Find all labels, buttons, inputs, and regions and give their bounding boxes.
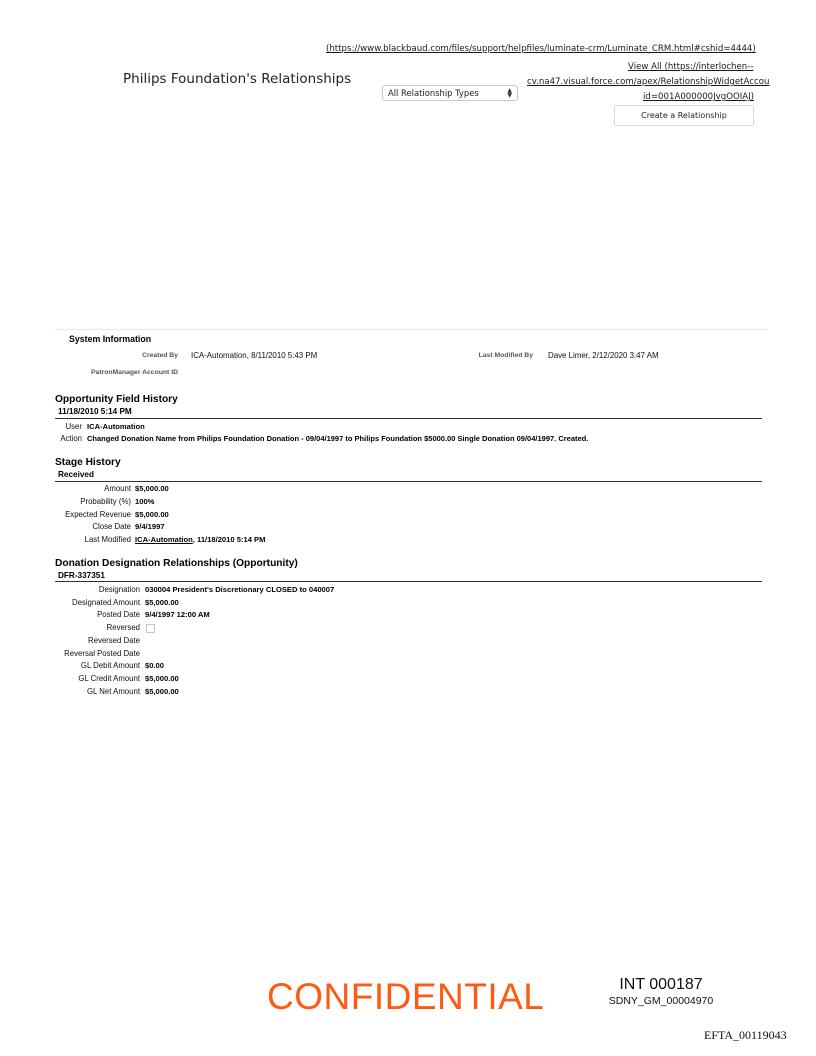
gl-net-amount-value: $5,000.00 — [145, 687, 179, 696]
bates-sdny-number: SDNY_GM_00004970 — [608, 995, 714, 1007]
stage-last-modified-user-link[interactable]: ICA-Automation — [135, 535, 193, 544]
donation-designation-rule — [55, 581, 762, 582]
stage-last-modified-date: , 11/18/2010 5:14 PM — [192, 535, 266, 544]
relationship-type-select-value: All Relationship Types — [388, 88, 479, 98]
stage-close-date-value: 9/4/1997 — [135, 522, 165, 531]
view-all-link-line-3[interactable]: id=001A000000JvgOOIAJ) — [643, 92, 755, 102]
stage-history-title: Stage History — [55, 457, 121, 468]
stage-probability-value: 100% — [135, 497, 155, 506]
designated-amount-label: Designated Amount — [71, 598, 140, 607]
system-information-heading: System Information — [69, 334, 152, 344]
stage-expected-revenue-label: Expected Revenue — [65, 510, 131, 519]
field-history-user-label: User — [65, 422, 82, 431]
relationship-type-select[interactable] — [382, 85, 518, 101]
reversed-label: Reversed — [106, 623, 140, 632]
created-by-value: ICA-Automation, 8/11/2010 5:43 PM — [191, 351, 318, 360]
opportunity-field-history-title: Opportunity Field History — [55, 394, 178, 405]
gl-credit-amount-value: $5,000.00 — [145, 674, 179, 683]
opportunity-field-history-date: 11/18/2010 5:14 PM — [58, 407, 132, 416]
donation-designation-title: Donation Designation Relationships (Opportunity) — [55, 558, 298, 569]
stage-probability-label: Probability (%) — [80, 497, 131, 506]
confidential-stamp: CONFIDENTIAL — [267, 976, 545, 1017]
opportunity-field-history-rule — [55, 418, 762, 419]
patron-manager-id-label: PatronManager Account ID — [91, 369, 178, 376]
donation-designation-subtitle: DFR-337351 — [58, 571, 105, 580]
efta-number: EFTA_00119043 — [704, 1028, 787, 1042]
reversal-posted-date-label: Reversal Posted Date — [64, 649, 140, 658]
created-by-label: Created By — [142, 352, 178, 359]
stage-amount-value: $5,000.00 — [135, 484, 169, 493]
field-history-user-value: ICA-Automation — [87, 422, 145, 431]
designation-label: Designation — [98, 585, 140, 594]
create-relationship-button[interactable]: Create a Relationship — [614, 105, 754, 126]
gl-credit-amount-label: GL Credit Amount — [78, 674, 140, 683]
last-modified-by-value: Dave Limer, 2/12/2020 3:47 AM — [548, 351, 659, 360]
stage-close-date-label: Close Date — [92, 522, 131, 531]
widget-title: Philips Foundation's Relationships — [123, 71, 352, 87]
view-all-link-line-2[interactable]: cv.na47.visual.force.com/apex/RelationshipWidgetAccou — [527, 77, 770, 87]
stage-last-modified-value — [135, 535, 265, 544]
field-history-action-value: Changed Donation Name from Philips Foundation Donation - 09/04/1997 to Philips Foundation $5000.00 Single Donation 09/04/1997. Created. — [87, 434, 589, 443]
view-all-link-line-1[interactable]: View All (https://interlochen-- — [628, 62, 754, 72]
stage-history-subtitle: Received — [58, 470, 94, 479]
last-modified-by-label: Last Modified By — [478, 352, 533, 359]
select-arrows-icon: ▲ ▼ — [507, 87, 512, 99]
reversed-checkbox[interactable] — [146, 624, 155, 633]
stage-expected-revenue-value: $5,000.00 — [135, 510, 169, 519]
field-history-action-label: Action — [60, 434, 82, 443]
posted-date-value: 9/4/1997 12:00 AM — [145, 610, 210, 619]
reversed-date-label: Reversed Date — [87, 636, 140, 645]
help-link[interactable]: (https://www.blackbaud.com/files/support/helpfiles/luminate-crm/Luminate_CRM.html#cshid=4444) — [326, 44, 756, 54]
stage-last-modified-label: Last Modified — [84, 535, 131, 544]
designation-value: 030004 President's Discretionary CLOSED to 040007 — [145, 585, 335, 594]
designated-amount-value: $5,000.00 — [145, 598, 179, 607]
stage-history-rule — [55, 481, 762, 482]
stage-amount-label: Amount — [104, 484, 131, 493]
gl-debit-amount-label: GL Debit Amount — [80, 661, 140, 670]
posted-date-label: Posted Date — [97, 610, 140, 619]
bates-number: INT 000187 — [619, 976, 703, 993]
gl-debit-amount-value: $0.00 — [145, 661, 165, 670]
gl-net-amount-label: GL Net Amount — [86, 687, 140, 696]
section-divider — [55, 329, 768, 330]
